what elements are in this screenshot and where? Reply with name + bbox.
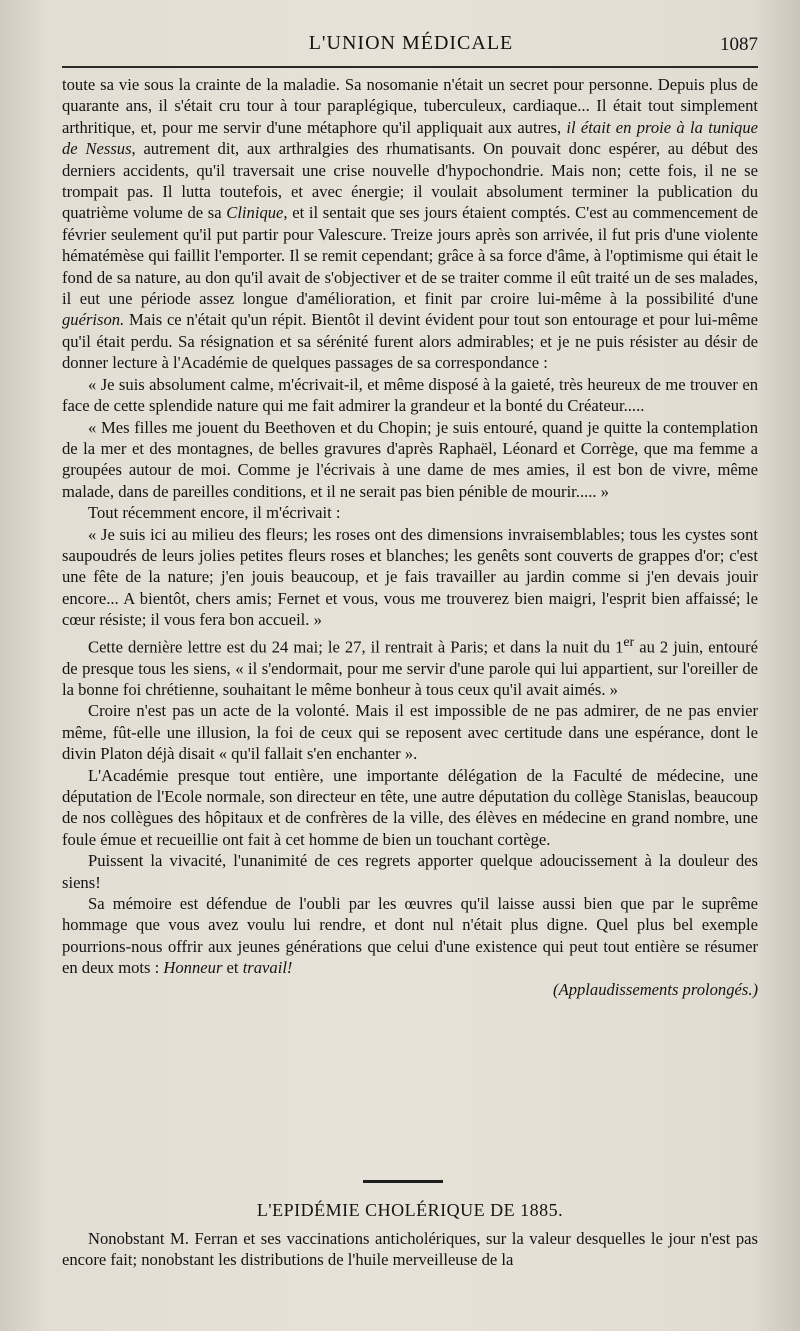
article-body xyxy=(62,74,758,1000)
section-title: L'EPIDÉMIE CHOLÉRIQUE DE 1885. xyxy=(256,1200,564,1220)
paragraph-8: L'Académie presque tout entière, une importante délégation de la Faculté de médecine, une députation de l'Ecole normale, son directeur en tête, une autre députation du collège Stanislas, beaucoup de nos collègues des hôpitaux et de confrères de la ville, des élèves en médecine en grand nombre, une foule émue et recueillie ont fait à cet homme de bien un touchant cortège. xyxy=(62,765,758,849)
paragraph-6: Cette dernière lettre est du 24 mai; le 27, il rentrait à Paris; et dans la nuit du 1er au 2 juin, entouré de presque tous les siens, « il s'endormait, pour me servir d'une parole qui lui appartient, sur l'oreiller de la bonne foi chrétienne, souhaitant le même bonheur à tous ceux qu'il avait aimés. » xyxy=(62,633,758,699)
paragraph-1: toute sa vie sous la crainte de la maladie. Sa nosomanie n'était un secret pour personne. Depuis plus de quarante ans, il s'était cru tour à tour paraplégique, tuberculeux, cardiaque... Il était tout simplement arthritique, et, pour me servir d'une métaphore qu'il appliquait aux autres, il était en proie à la tunique de Nessus, autrement dit, aux arthralgies des rhumatisants. On pouvait donc espérer, au début des derniers accidents, qu'il traversait une crise nouvelle d'hypochondrie. Mais non; cette fois, il ne se trompait pas. Il lutta toutefois, et avec énergie; il voulait absolument terminer la publication du quatrième volume de sa Clinique, et il sentait que ses jours étaient comptés. C'est au commencement de février seulement qu'il put partir pour Valescure. Treize jours après son arrivée, il fut pris d'une violente hématémèse qui faillit l'emporter. Il se remit cependant; grâce à sa force d'âme, à l'optimisme qui était le fond de sa nature, au don qu'il avait de s'objectiver et de se traiter comme il eût traité un de ses malades, il eut une période assez longue d'amélioration, et finit par croire lui-même à la possibilité d'une guérison. Mais ce n'était qu'un répit. Bientôt il devint évident pour tout son entourage et pour lui-même qu'il était perdu. Sa résignation et sa sérénité furent alors admirables; et je ne puis résister au désir de donner lecture à l'Académie de quelques passages de sa correspondance : xyxy=(62,75,759,373)
paragraph-10: Sa mémoire est défendue de l'oubli par les œuvres qu'il laisse aussi bien que par le suprême hommage que vous avez voulu lui rendre, et dont nul n'était plus digne. Quel plus bel exemple pourrions-nous offrir aux jeunes générations que celui d'une existence qui peut tout entière se résumer en deux mots : Honneur et travail! xyxy=(62,893,758,978)
emphasis: Clinique, xyxy=(226,203,288,223)
section-divider xyxy=(363,1180,443,1183)
section-paragraph-1: Nonobstant M. Ferran et ses vaccinations anticholériques, sur la valeur desquelles le jour n'est pas encore fait; nonobstant les distributions de l'huile merveilleuse de la xyxy=(62,1229,758,1270)
paragraph-3: « Mes filles me jouent du Beethoven et du Chopin; je suis entouré, quand je quitte la contemplation de la mer et des montagnes, de belles gravures d'après Raphaël, Léonard et Corrège, que ma femme a groupées autour de moi. Comme je l'écrivais à une dame de mes amies, il est bon de vivre, même malade, dans de pareilles conditions, et il ne serait pas bien pénible de mourir..... » xyxy=(62,417,758,501)
ovation-note: (Applaudissements prolongés.) xyxy=(553,979,758,999)
page-number: 1087 xyxy=(720,34,758,55)
emphasis: il était en proie à la tunique de Nessus xyxy=(62,117,759,159)
paragraph-2: « Je suis absolument calme, m'écrivait-il, et même disposé à la gaieté, très heureux de me trouver en face de cette splendide nature qui me fait admirer la grandeur et la bonté du Créateur..... xyxy=(62,374,758,416)
paragraph-4: Tout récemment encore, il m'écrivait : xyxy=(88,503,341,523)
header-rule xyxy=(62,66,758,68)
emphasis: guérison. xyxy=(62,310,125,330)
paragraph-9: Puissent la vivacité, l'unanimité de ces regrets apporter quelque adoucissement à la douleur des siens! xyxy=(62,851,758,892)
emphasis: Honneur xyxy=(163,958,223,978)
emphasis: travail! xyxy=(242,958,293,978)
journal-title: L'UNION MÉDICALE xyxy=(308,32,514,54)
section-body xyxy=(62,1228,758,1271)
paragraph-5: « Je suis ici au milieu des fleurs; les roses ont des dimensions invraisemblables; tous les cystes sont saupoudrés de leurs jolies petites fleurs roses et blanches; les genêts sont couverts de grappes d'or; c'est une fête de la nature; j'en jouis beaucoup, et je fais travailler au jardin comme si j'en devais jouir encore... A bientôt, chers amis; Fernet et vous, vous me trouverez bien maigri, l'esprit bien affaissé; le cœur résiste; il vous fera bon accueil. » xyxy=(62,524,758,630)
running-header xyxy=(62,28,760,64)
paragraph-7: Croire n'est pas un acte de la volonté. Mais il est impossible de ne pas admirer, de ne pas envier même, fût-elle une illusion, la foi de ceux qui se reposent avec certitude dans une espérance, dont le divin Platon déjà disait « qu'il fallait s'en enchanter ». xyxy=(62,701,758,764)
